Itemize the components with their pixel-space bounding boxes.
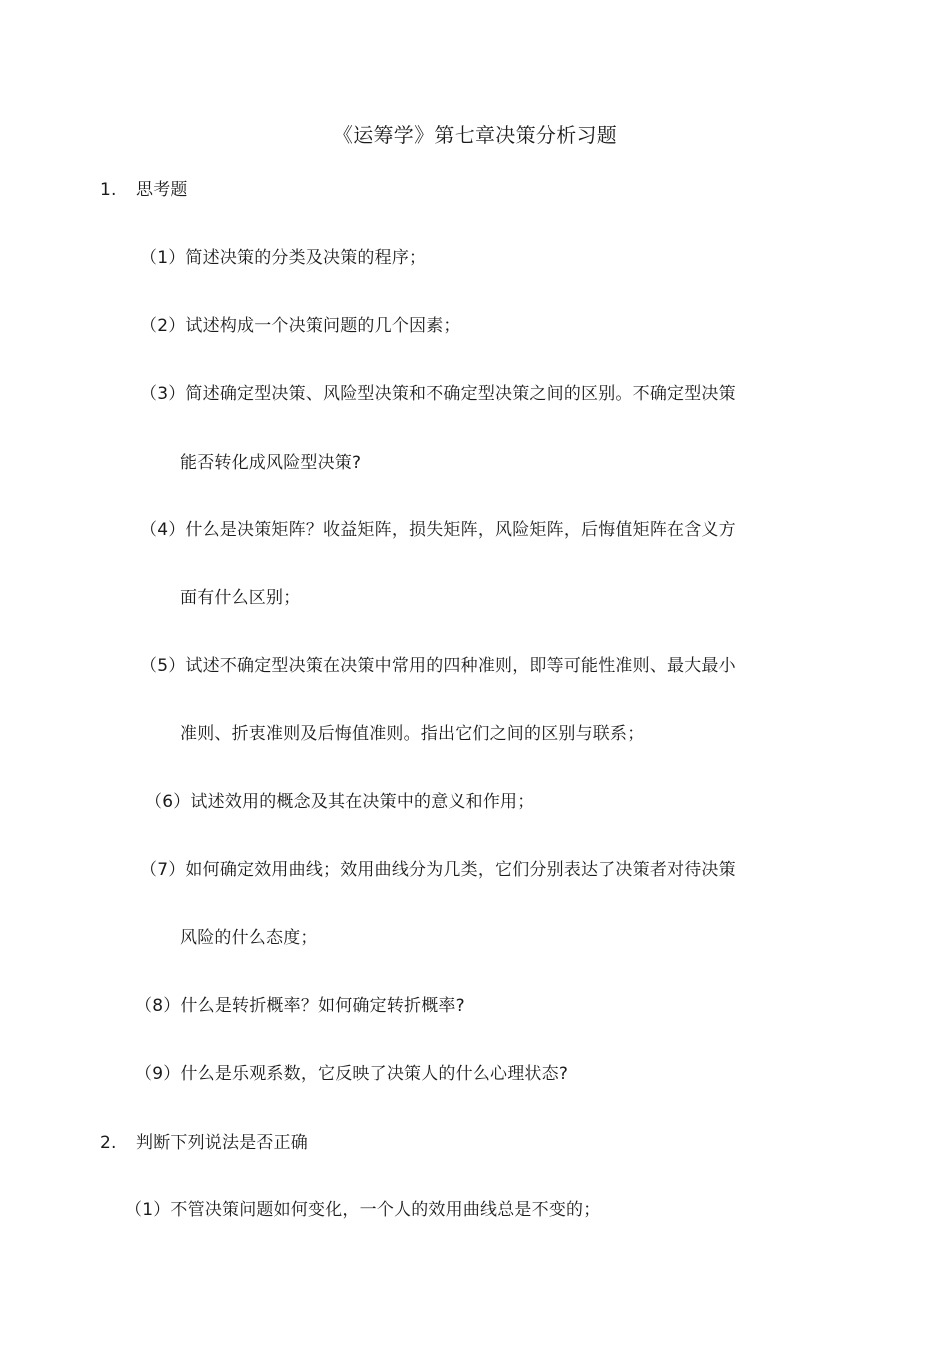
question-1-3-line-1: （3）简述确定型决策、风险型决策和不确定型决策之间的区别。不确定型决策	[140, 384, 736, 404]
question-1-7-line-2: 风险的什么态度；	[180, 928, 318, 948]
question-2-1: （1）不管决策问题如何变化，一个人的效用曲线总是不变的；	[125, 1200, 601, 1220]
section-2-heading	[100, 1132, 308, 1154]
document-title: 《运筹学》第七章决策分析习题	[332, 123, 618, 147]
section-2-number: 2.	[100, 1133, 117, 1153]
question-1-1: （1）简述决策的分类及决策的程序；	[140, 248, 427, 268]
question-1-9: （9）什么是乐观系数，它反映了决策人的什么心理状态?	[135, 1064, 569, 1084]
section-2-heading-text: 判断下列说法是否正确	[136, 1133, 308, 1153]
section-1-heading	[100, 179, 188, 201]
question-1-2: （2）试述构成一个决策问题的几个因素；	[140, 316, 461, 336]
question-1-6: （6）试述效用的概念及其在决策中的意义和作用；	[145, 792, 535, 812]
section-1-number: 1.	[100, 180, 117, 200]
question-1-5-line-1: （5）试述不确定型决策在决策中常用的四种准则，即等可能性准则、最大最小	[140, 656, 736, 676]
question-1-3-line-2: 能否转化成风险型决策?	[180, 453, 362, 473]
question-1-4-line-1: （4）什么是决策矩阵？收益矩阵，损失矩阵，风险矩阵，后悔值矩阵在含义方	[140, 520, 736, 540]
question-1-4-line-2: 面有什么区别；	[180, 588, 301, 608]
section-1-heading-text: 思考题	[136, 180, 188, 200]
question-1-7-line-1: （7）如何确定效用曲线；效用曲线分为几类，它们分别表达了决策者对待决策	[140, 860, 736, 880]
question-1-5-line-2: 准则、折衷准则及后悔值准则。指出它们之间的区别与联系；	[180, 724, 645, 744]
question-1-8: （8）什么是转折概率？如何确定转折概率?	[135, 996, 465, 1016]
